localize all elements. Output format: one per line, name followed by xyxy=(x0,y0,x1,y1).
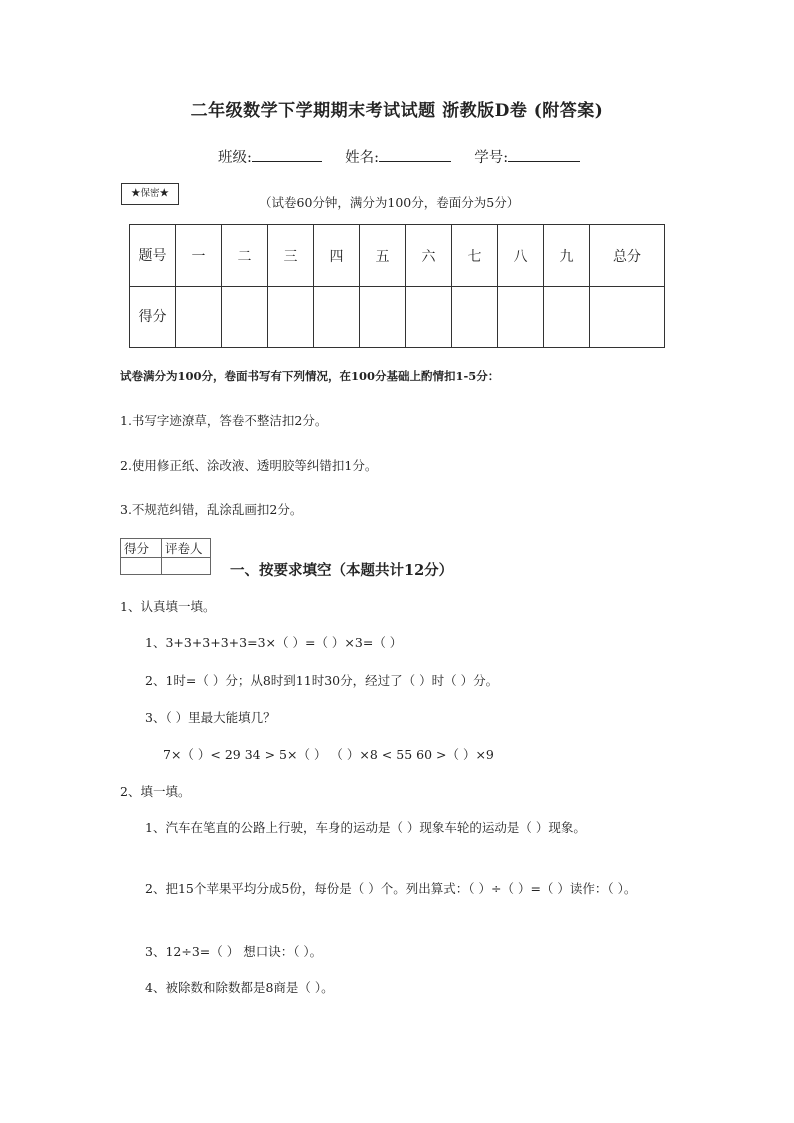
column-header: 三 xyxy=(268,225,314,287)
class-label: 班级: xyxy=(218,150,252,166)
score-cell[interactable] xyxy=(452,287,498,348)
id-label: 学号: xyxy=(474,150,509,166)
question-1-3-items: 7×（ ）< 29 34 > 5×（ ） （ ）×8 < 55 60 >（ ）×9 xyxy=(163,747,494,762)
question-1-1: 1、3+3+3+3+3=3×（ ）=（ ）×3=（ ） xyxy=(145,635,403,650)
score-cell[interactable] xyxy=(360,287,406,348)
column-header: 七 xyxy=(452,225,498,287)
score-cell[interactable] xyxy=(498,287,544,348)
column-header: 一 xyxy=(176,225,222,287)
question-1-3: 3、（ ）里最大能填几？ xyxy=(145,710,276,725)
rule-item: 1.书写字迹潦草，答卷不整洁扣2分。 xyxy=(120,413,328,428)
score-cell-total[interactable] xyxy=(590,287,665,348)
table-row xyxy=(130,287,665,348)
column-header: 四 xyxy=(314,225,360,287)
column-header: 九 xyxy=(544,225,590,287)
question-2: 2、填一填。 xyxy=(120,784,191,799)
class-field[interactable] xyxy=(252,161,322,162)
question-1: 1、认真填一填。 xyxy=(120,599,216,614)
grader-name-label: 评卷人 xyxy=(162,539,211,558)
exam-note: （试卷60分钟，满分为100分，卷面分为5分） xyxy=(259,195,520,210)
score-cell[interactable] xyxy=(176,287,222,348)
student-info xyxy=(218,146,580,167)
page-title: 二年级数学下学期期末考试试题 浙教版D卷 (附答案) xyxy=(190,101,604,121)
deduction-note: 试卷满分为100分，卷面书写有下列情况，在100分基础上酌情扣1-5分： xyxy=(120,369,500,383)
score-cell[interactable] xyxy=(406,287,452,348)
column-header: 二 xyxy=(222,225,268,287)
row-header-question-no: 题号 xyxy=(130,225,176,287)
grader-score-cell[interactable] xyxy=(121,558,162,575)
name-field[interactable] xyxy=(379,161,451,162)
grader-box xyxy=(120,538,211,575)
id-field[interactable] xyxy=(508,161,580,162)
question-2-2: 2、把15个苹果平均分成5份，每份是（ ）个。列出算式：（ ）÷（ ）=（ ）读作：（ ）。 xyxy=(145,881,637,896)
secret-badge: ★保密★ xyxy=(121,183,179,205)
question-2-1: 1、汽车在笔直的公路上行驶，车身的运动是（ ）现象车轮的运动是（ ）现象。 xyxy=(145,820,586,835)
rule-item: 3.不规范纠错，乱涂乱画扣2分。 xyxy=(120,502,303,517)
column-header: 五 xyxy=(360,225,406,287)
table-row xyxy=(130,225,665,287)
question-1-2: 2、1时=（ ）分；从8时到11时30分，经过了（ ）时（ ）分。 xyxy=(145,673,499,688)
question-2-3: 3、12÷3=（ ） 想口诀：（ ）。 xyxy=(145,944,323,959)
section-title: 一、按要求填空（本题共计12分） xyxy=(230,562,454,579)
question-2-4: 4、被除数和除数都是8商是（ ）。 xyxy=(145,980,334,995)
score-cell[interactable] xyxy=(544,287,590,348)
grader-score-label: 得分 xyxy=(121,539,162,558)
score-cell[interactable] xyxy=(268,287,314,348)
score-table xyxy=(129,224,665,348)
score-cell[interactable] xyxy=(222,287,268,348)
column-header: 六 xyxy=(406,225,452,287)
grader-name-cell[interactable] xyxy=(162,558,211,575)
rule-item: 2.使用修正纸、涂改液、透明胶等纠错扣1分。 xyxy=(120,458,378,473)
name-label: 姓名: xyxy=(345,150,379,166)
column-header-total: 总分 xyxy=(590,225,665,287)
score-cell[interactable] xyxy=(314,287,360,348)
column-header: 八 xyxy=(498,225,544,287)
row-header-score: 得分 xyxy=(130,287,176,348)
